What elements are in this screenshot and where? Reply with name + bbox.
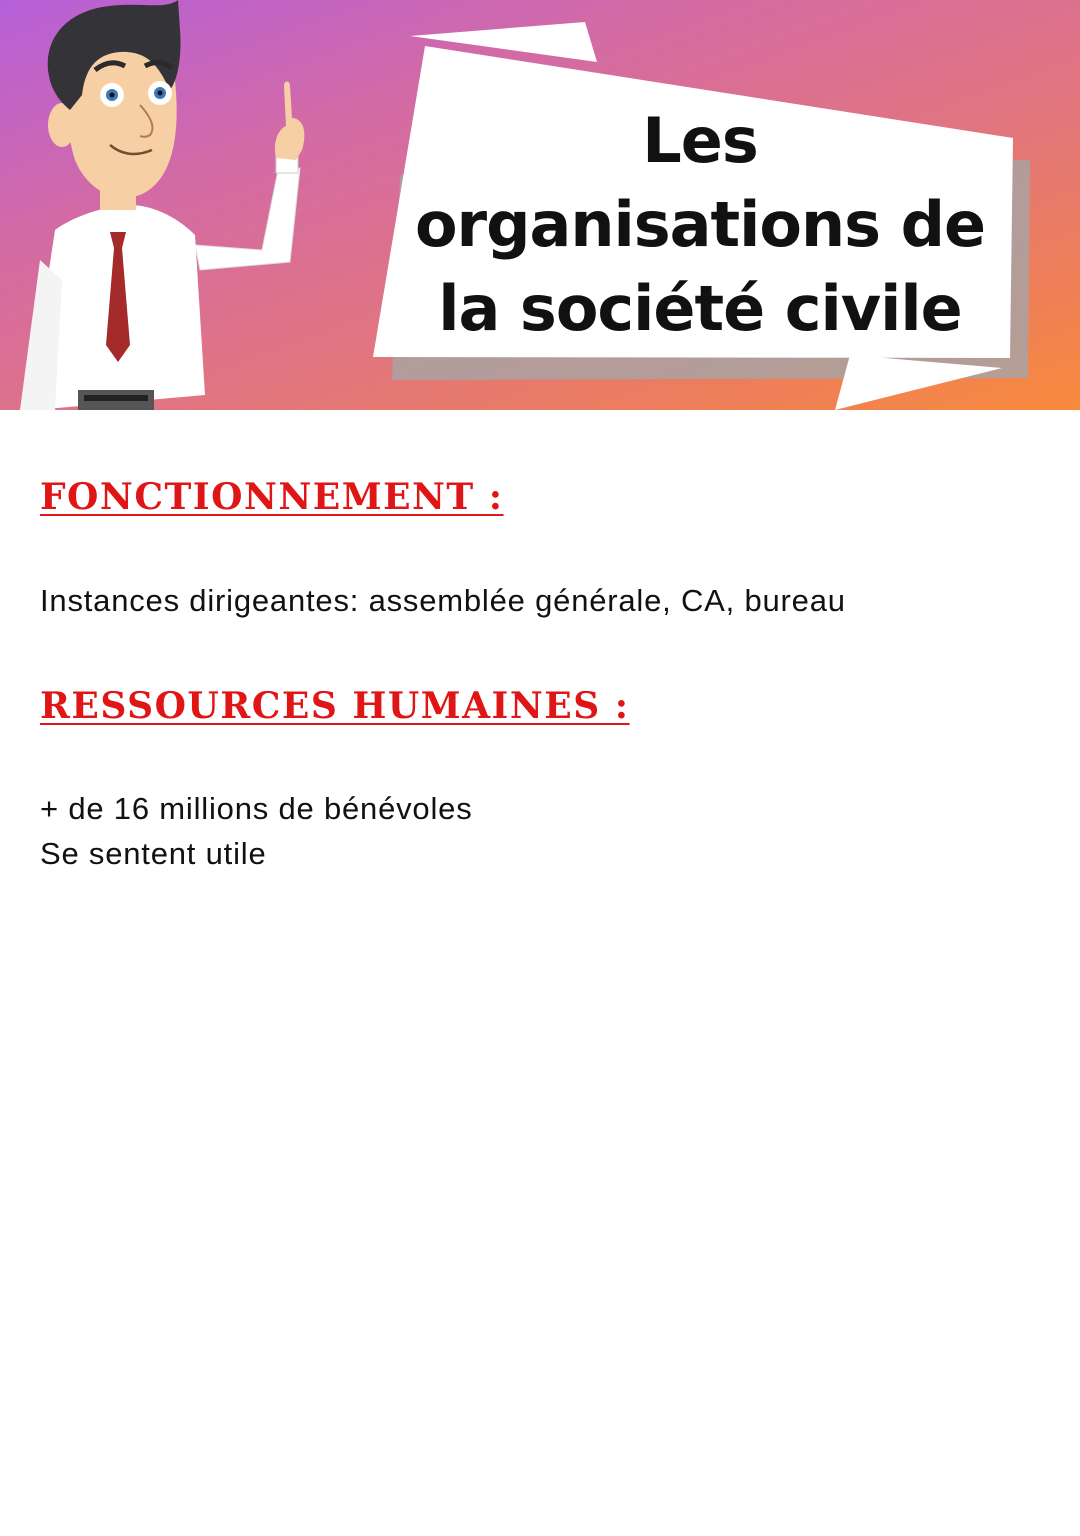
banner-title-line-3: la société civile — [438, 272, 962, 345]
ressources-text-line-2: Se sentent utile — [40, 836, 267, 871]
banner-title-line-1: Les — [642, 104, 758, 177]
banner-title — [380, 100, 1020, 350]
header-banner — [0, 0, 1080, 410]
banner-title-line-2: organisations de — [414, 188, 986, 261]
ressources-text-line-1: + de 16 millions de bénévoles — [40, 791, 473, 826]
section-heading-fonctionnement: FONCTIONNEMENT : — [40, 476, 504, 518]
cartoon-man-icon — [20, 0, 304, 410]
section-heading-ressources-humaines: RESSOURCES HUMAINES : — [40, 685, 630, 727]
fonctionnement-text-line-1: Instances dirigeantes: assemblée générale, CA, bureau — [40, 583, 846, 618]
